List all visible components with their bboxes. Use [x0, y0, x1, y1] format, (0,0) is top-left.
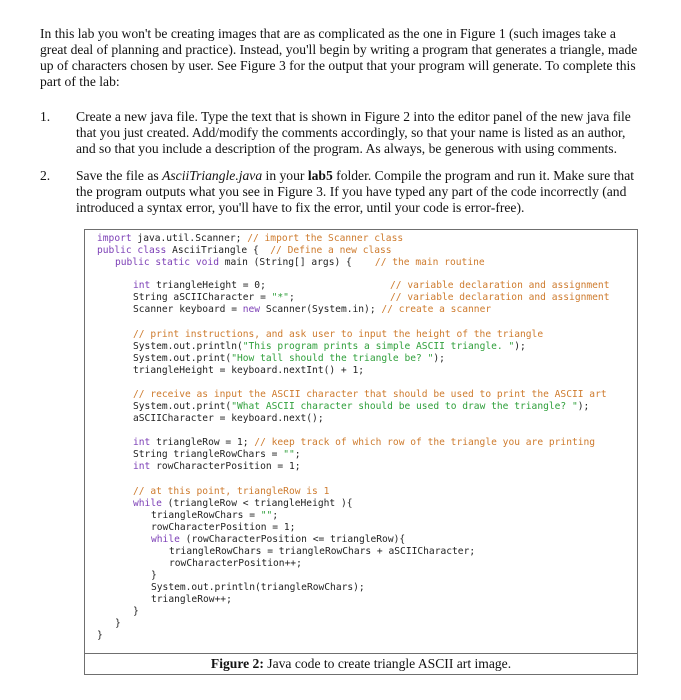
step-text: Create a new java file. Type the text that is shown in Figure 2 into the editor panel of the new java file that you just created. Add/modify the comments accordingly, so that your name is listed as an author, and so that you include a description of the program. As always, be generous with using comments. — [76, 109, 631, 156]
code-line: String triangleRowChars = ""; — [133, 449, 301, 460]
code-line: System.out.print("How tall should the triangle be? "); — [133, 353, 445, 364]
code-line: } — [151, 570, 157, 581]
code-line: int rowCharacterPosition = 1; — [133, 461, 301, 472]
code-line: triangleRowChars = ""; — [151, 510, 279, 521]
code-line: triangleRow++; — [151, 594, 232, 605]
code-line: } — [97, 630, 103, 641]
code-line: // receive as input the ASCII character that should be used to print the ASCII art — [133, 389, 607, 400]
code-line: System.out.print("What ASCII character should be used to draw the triangle? "); — [133, 401, 590, 412]
code-line: // print instructions, and ask user to input the height of the triangle — [133, 329, 544, 340]
code-line: int triangleRow = 1; // keep track of which row of the triangle you are printing — [133, 437, 596, 448]
figure-caption — [85, 653, 637, 674]
code-line: public class AsciiTriangle { // Define a new class — [97, 245, 392, 256]
code-line: public static void main (String[] args) { // the main routine — [115, 257, 485, 268]
code-line: System.out.println("This program prints a simple ASCII triangle. "); — [133, 341, 526, 352]
step-number: 1. — [40, 109, 51, 124]
code-line: Scanner keyboard = new Scanner(System.in); // create a scanner — [133, 304, 492, 315]
step-text-part: in your — [262, 168, 308, 183]
step-text — [76, 168, 640, 216]
code-line: int triangleHeight = 0; — [133, 280, 266, 291]
code-line: while (rowCharacterPosition <= triangleRow){ — [151, 534, 406, 545]
code-line: import java.util.Scanner; // import the Scanner class — [97, 233, 404, 244]
caption-text: Java code to create triangle ASCII art image. — [263, 656, 512, 671]
folder-name: lab5 — [307, 168, 333, 183]
code-line: String aSCIICharacter = "*"; — [133, 292, 295, 303]
code-line: } — [115, 618, 121, 629]
code-comment: // variable declaration and assignment — [390, 280, 610, 291]
code-line: System.out.println(triangleRowChars); — [151, 582, 365, 593]
code-listing — [85, 230, 637, 654]
step-number: 2. — [40, 168, 51, 183]
code-comment: // variable declaration and assignment — [390, 292, 610, 303]
intro-paragraph: In this lab you won't be creating images that are as complicated as the one in Figure 1 (such images take a great deal of planning and practice). Instead, you'll begin by writing a program that generates a triangle, made up of characters chosen by user. See Figure 3 for the output that your program will generate. To complete this part of the lab: — [40, 26, 638, 89]
code-line: } — [133, 606, 139, 617]
code-line: triangleRowChars = triangleRowChars + aSCIICharacter; — [169, 546, 476, 557]
filename: AsciiTriangle.java — [162, 168, 263, 183]
step-text-part: folder. Compile the program and run it. Make sure that the program outputs what you see in Figure 3. If you have typed any part of the code incorrectly (and introduced a syntax error, you'll have to fix the error, until your code is error-free). — [76, 168, 635, 215]
code-line: triangleHeight = keyboard.nextInt() + 1; — [133, 365, 365, 376]
caption-label: Figure 2: — [210, 656, 264, 671]
code-line: rowCharacterPosition++; — [169, 558, 302, 569]
code-line: while (triangleRow < triangleHeight ){ — [133, 498, 353, 509]
code-line: rowCharacterPosition = 1; — [151, 522, 296, 533]
code-line: // at this point, triangleRow is 1 — [133, 486, 330, 497]
code-line: aSCIICharacter = keyboard.next(); — [133, 413, 324, 424]
code-figure — [84, 229, 638, 675]
step-text-part: Save the file as — [76, 168, 163, 183]
